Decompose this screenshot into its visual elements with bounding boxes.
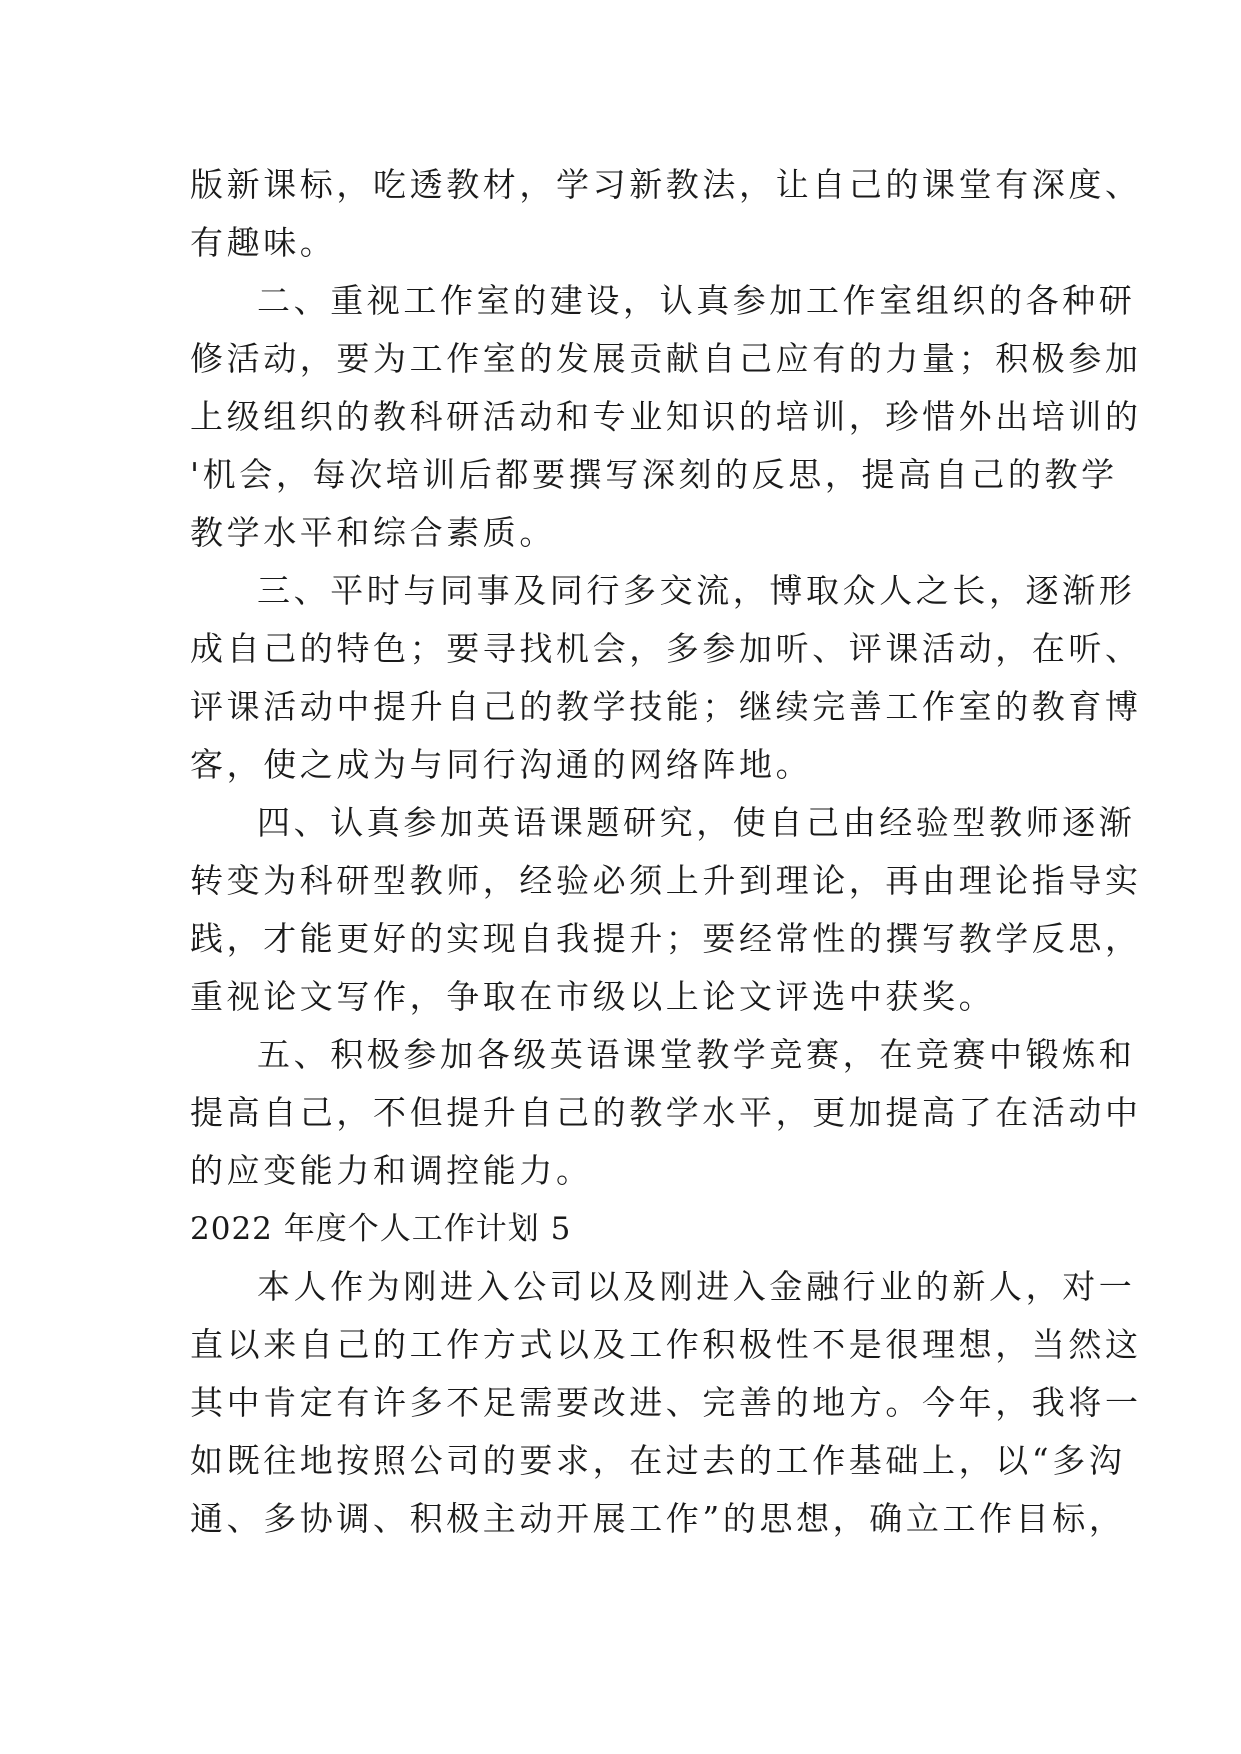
text-line: 提高自己，不但提升自己的教学水平，更加提高了在活动中: [190, 1093, 1142, 1132]
text-line: 版新课标，吃透教材，学习新教法，让自己的课堂有深度、: [190, 165, 1142, 204]
text-line: 教学水平和综合素质。: [190, 513, 556, 552]
text-line: 评课活动中提升自己的教学技能；继续完善工作室的教育博: [190, 687, 1142, 726]
paragraph-start: 三、平时与同事及同行多交流，博取众人之长，逐渐形: [257, 571, 1136, 610]
text-line: 转变为科研型教师，经验必须上升到理论，再由理论指导实: [190, 861, 1142, 900]
text-line: 有趣味。: [190, 223, 337, 262]
text-line: 践，才能更好的实现自我提升；要经常性的撰写教学反思，: [190, 919, 1142, 958]
text-line: 如既往地按照公司的要求，在过去的工作基础上，以“多沟: [190, 1441, 1126, 1480]
text-line: 重视论文写作，争取在市级以上论文评选中获奖。: [190, 977, 996, 1016]
text-line: 客，使之成为与同行沟通的网络阵地。: [190, 745, 813, 784]
text-line: 修活动，要为工作室的发展贡献自己应有的力量；积极参加: [190, 339, 1142, 378]
paragraph-start: 四、认真参加英语课题研究，使自己由经验型教师逐渐: [257, 803, 1136, 842]
paragraph-start: 五、积极参加各级英语课堂教学竞赛，在竞赛中锻炼和: [257, 1035, 1136, 1074]
text-line: 其中肯定有许多不足需要改进、完善的地方。今年，我将一: [190, 1383, 1142, 1422]
paragraph-start: 本人作为刚进入公司以及刚进入金融行业的新人，对一: [257, 1267, 1136, 1306]
text-line: 成自己的特色；要寻找机会，多参加听、评课活动，在听、: [190, 629, 1142, 668]
text-line: 上级组织的教科研活动和专业知识的培训，珍惜外出培训的: [190, 397, 1142, 436]
text-line: 直以来自己的工作方式以及工作积极性不是很理想，当然这: [190, 1325, 1142, 1364]
text-line: '机会，每次培训后都要撰写深刻的反思，提高自己的教学: [190, 455, 1118, 494]
section-heading: 2022 年度个人工作计划 5: [190, 1211, 572, 1247]
paragraph-start: 二、重视工作室的建设，认真参加工作室组织的各种研: [257, 281, 1136, 320]
text-line: 通、多协调、积极主动开展工作”的思想，确立工作目标，: [190, 1499, 1126, 1538]
text-line: 的应变能力和调控能力。: [190, 1151, 593, 1190]
